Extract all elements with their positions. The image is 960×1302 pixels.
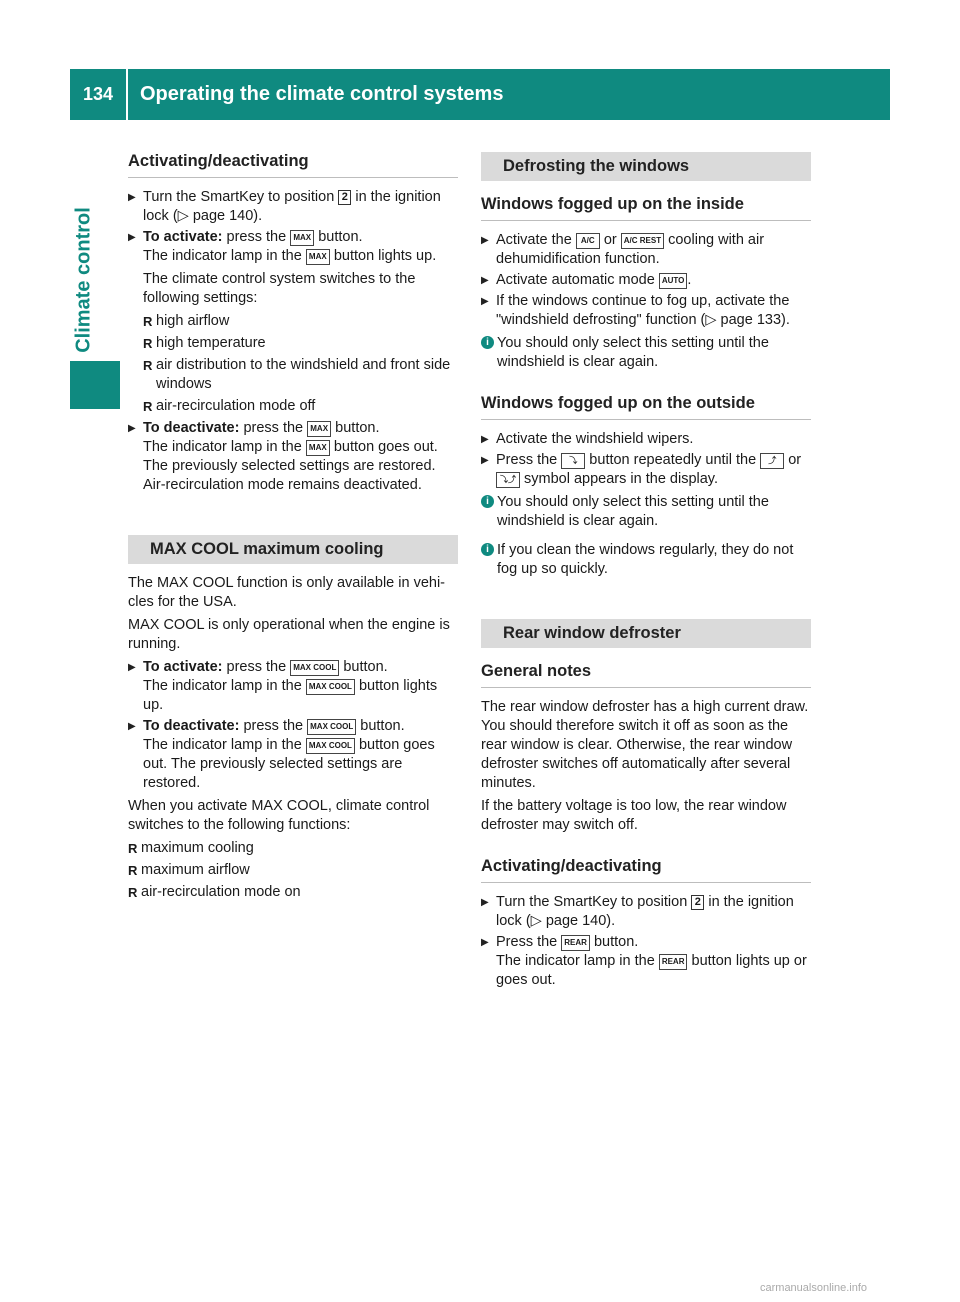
- max-cool-icon: MAX COOL: [290, 660, 339, 676]
- step-item: ▶ Turn the SmartKey to position 2 in the ignition lock (▷ page 140).: [128, 188, 458, 226]
- step-list: [481, 893, 811, 990]
- list-item: R high airflow: [143, 312, 458, 331]
- step-item: ▶ Press the ⤵ button repeatedly until the ⤴ or ⤵⤴ symbol appears in the display.: [481, 451, 811, 489]
- subheading-inside: Windows fogged up on the inside: [481, 195, 811, 221]
- function-bullets: [128, 839, 458, 902]
- max-cool-icon: MAX COOL: [307, 719, 356, 735]
- defrost-max-icon: MAX: [307, 421, 331, 437]
- step-item: ▶ To deactivate: press the MAX COOL button. The indicator lamp in the MAX COOL button goes out. The previously selected settings are restored.: [128, 717, 458, 793]
- ac-rest-icon: A/C REST: [621, 233, 664, 249]
- rear-defrost-icon: REAR: [659, 954, 688, 970]
- step-item: ▶ Activate the A/C or A/C REST cooling with air dehumidification function.: [481, 231, 811, 269]
- info-note: i You should only select this setting until the windshield is clear again.: [481, 493, 811, 531]
- section-band-rear-defroster: Rear window defroster: [481, 619, 811, 648]
- chapter-tab: [72, 207, 114, 353]
- step-list: [128, 658, 458, 793]
- air-distribution-icon: ⤵: [561, 453, 585, 469]
- defrost-max-icon: MAX: [290, 230, 314, 246]
- step-item: ▶ To activate: press the MAX COOL button. The indicator lamp in the MAX COOL button lights up.: [128, 658, 458, 715]
- watermark: carmanualsonline.info: [760, 1282, 868, 1294]
- page-header: [70, 69, 890, 120]
- section-band-max-cool: MAX COOL maximum cooling: [128, 535, 458, 564]
- page-title: Operating the climate control systems: [140, 83, 504, 105]
- section-heading-activating: Activating/deactivating: [128, 152, 458, 178]
- step-item: ▶ To deactivate: press the MAX button. The indicator lamp in the MAX button goes out. The previously selected settings are restored. Air-recirculation mode remains deactivated.: [128, 419, 458, 495]
- list-item: R air distribution to the windshield and front side windows: [143, 356, 458, 394]
- subheading-general-notes: General notes: [481, 662, 811, 688]
- left-column: Activating/deactivating ▶ Turn the SmartKey to position 2 in the ignition lock (▷ page 140). ▶ To activate: press the MAX button. The indicator lamp in the MAX button lights up. The climate control system switches to the following settings: R high airflow R high temperature R air distribution to the windshield and front side windows R air-recirculation mode off ▶ To deactivate: press the MAX button. The indicator lamp in the MAX button goes out. The previously selected settings are restored. Air-recirculation mode remains deactivated. MAX COOL maximum cooling The MAX COOL function is only available in vehicles for the USA. MAX COOL is only operational when the engine is running. ▶ To activate: press the MAX COOL button. The indicator lamp in the MAX COOL button lights up. ▶ To deactivate: press the MAX COOL button. The indicator lamp in the MAX COOL button goes out. The previously selected settings are restored. When you activate MAX COOL, climate control switches to the following functions: R maximum cooling R maximum airflow R air-recirculation mode on: [128, 152, 458, 905]
- info-icon: i: [481, 543, 494, 556]
- info-icon: i: [481, 495, 494, 508]
- step-item: ▶ If the windows continue to fog up, activate the "windshield defrosting" function (▷ page 133).: [481, 292, 811, 330]
- air-windshield-foot-icon: ⤵⤴: [496, 472, 520, 488]
- max-cool-icon: MAX COOL: [306, 679, 355, 695]
- step-item: ▶ Turn the SmartKey to position 2 in the ignition lock (▷ page 140).: [481, 893, 811, 931]
- right-column: Defrosting the windows Windows fogged up on the inside ▶ Activate the A/C or A/C REST cooling with air dehumidification function. ▶ Activate automatic mode AUTO . ▶ If the windows continue to fog up, activate the "windshield defrosting" function (▷ page 133). i You should only select this setting until the windshield is clear again. Windows fogged up on the outside ▶ Activate the windshield wipers. ▶ Press the ⤵ button repeatedly until the ⤴ or ⤵⤴ symbol appears in the display. i You should only select this setting until the windshield is clear again. i If you clean the windows regularly, they do not fog up so quickly. Rear window defroster General notes The rear window defroster has a high current draw. You should therefore switch it off as soon as the rear window is clear. Otherwise, the rear window defroster switches off automatically after several minutes. If the battery voltage is too low, the rear window defroster may switch off. Activating/deactivating ▶ Turn the SmartKey to position 2 in the ignition lock (▷ page 140). ▶ Press the REAR button. The indicator lamp in the REAR button lights up or goes out.: [481, 152, 811, 992]
- list-item: R air-recirculation mode on: [128, 883, 458, 902]
- max-cool-icon: MAX COOL: [306, 738, 355, 754]
- defrost-max-icon: MAX: [306, 440, 330, 456]
- position-2-icon: 2: [338, 190, 351, 205]
- subheading-outside: Windows fogged up on the outside: [481, 394, 811, 420]
- rear-defrost-icon: REAR: [561, 935, 590, 951]
- list-item: R maximum airflow: [128, 861, 458, 880]
- chapter-tab-label: Climate control: [72, 207, 95, 353]
- step-item: ▶ Activate the windshield wipers.: [481, 430, 811, 449]
- list-item: R high temperature: [143, 334, 458, 353]
- step-item: ▶ Activate automatic mode AUTO .: [481, 271, 811, 290]
- section-band-defrosting: Defrosting the windows: [481, 152, 811, 181]
- ac-icon: A/C: [576, 233, 600, 249]
- settings-bullets: [143, 312, 458, 416]
- air-windshield-icon: ⤴: [760, 453, 784, 469]
- step-list: [481, 430, 811, 489]
- header-divider: [126, 69, 128, 120]
- info-note: i You should only select this setting until the windshield is clear again.: [481, 334, 811, 372]
- list-item: R air-recirculation mode off: [143, 397, 458, 416]
- auto-icon: AUTO: [659, 273, 688, 289]
- info-note: i If you clean the windows regularly, they do not fog up so quickly.: [481, 541, 811, 579]
- step-list: [481, 231, 811, 330]
- step-list: [128, 188, 458, 495]
- list-item: R maximum cooling: [128, 839, 458, 858]
- subheading-activating: Activating/deactivating: [481, 857, 811, 883]
- step-item: ▶ To activate: press the MAX button. The indicator lamp in the MAX button lights up. The climate control system switches to the following settings: R high airflow R high temperature R air distribution to the windshield and front side windows R air-recirculation mode off: [128, 228, 458, 416]
- chapter-marker: [70, 361, 120, 409]
- step-item: ▶ Press the REAR button. The indicator lamp in the REAR button lights up or goes out.: [481, 933, 811, 990]
- defrost-max-icon: MAX: [306, 249, 330, 265]
- position-2-icon: 2: [691, 895, 704, 910]
- page-number: 134: [82, 84, 114, 104]
- info-icon: i: [481, 336, 494, 349]
